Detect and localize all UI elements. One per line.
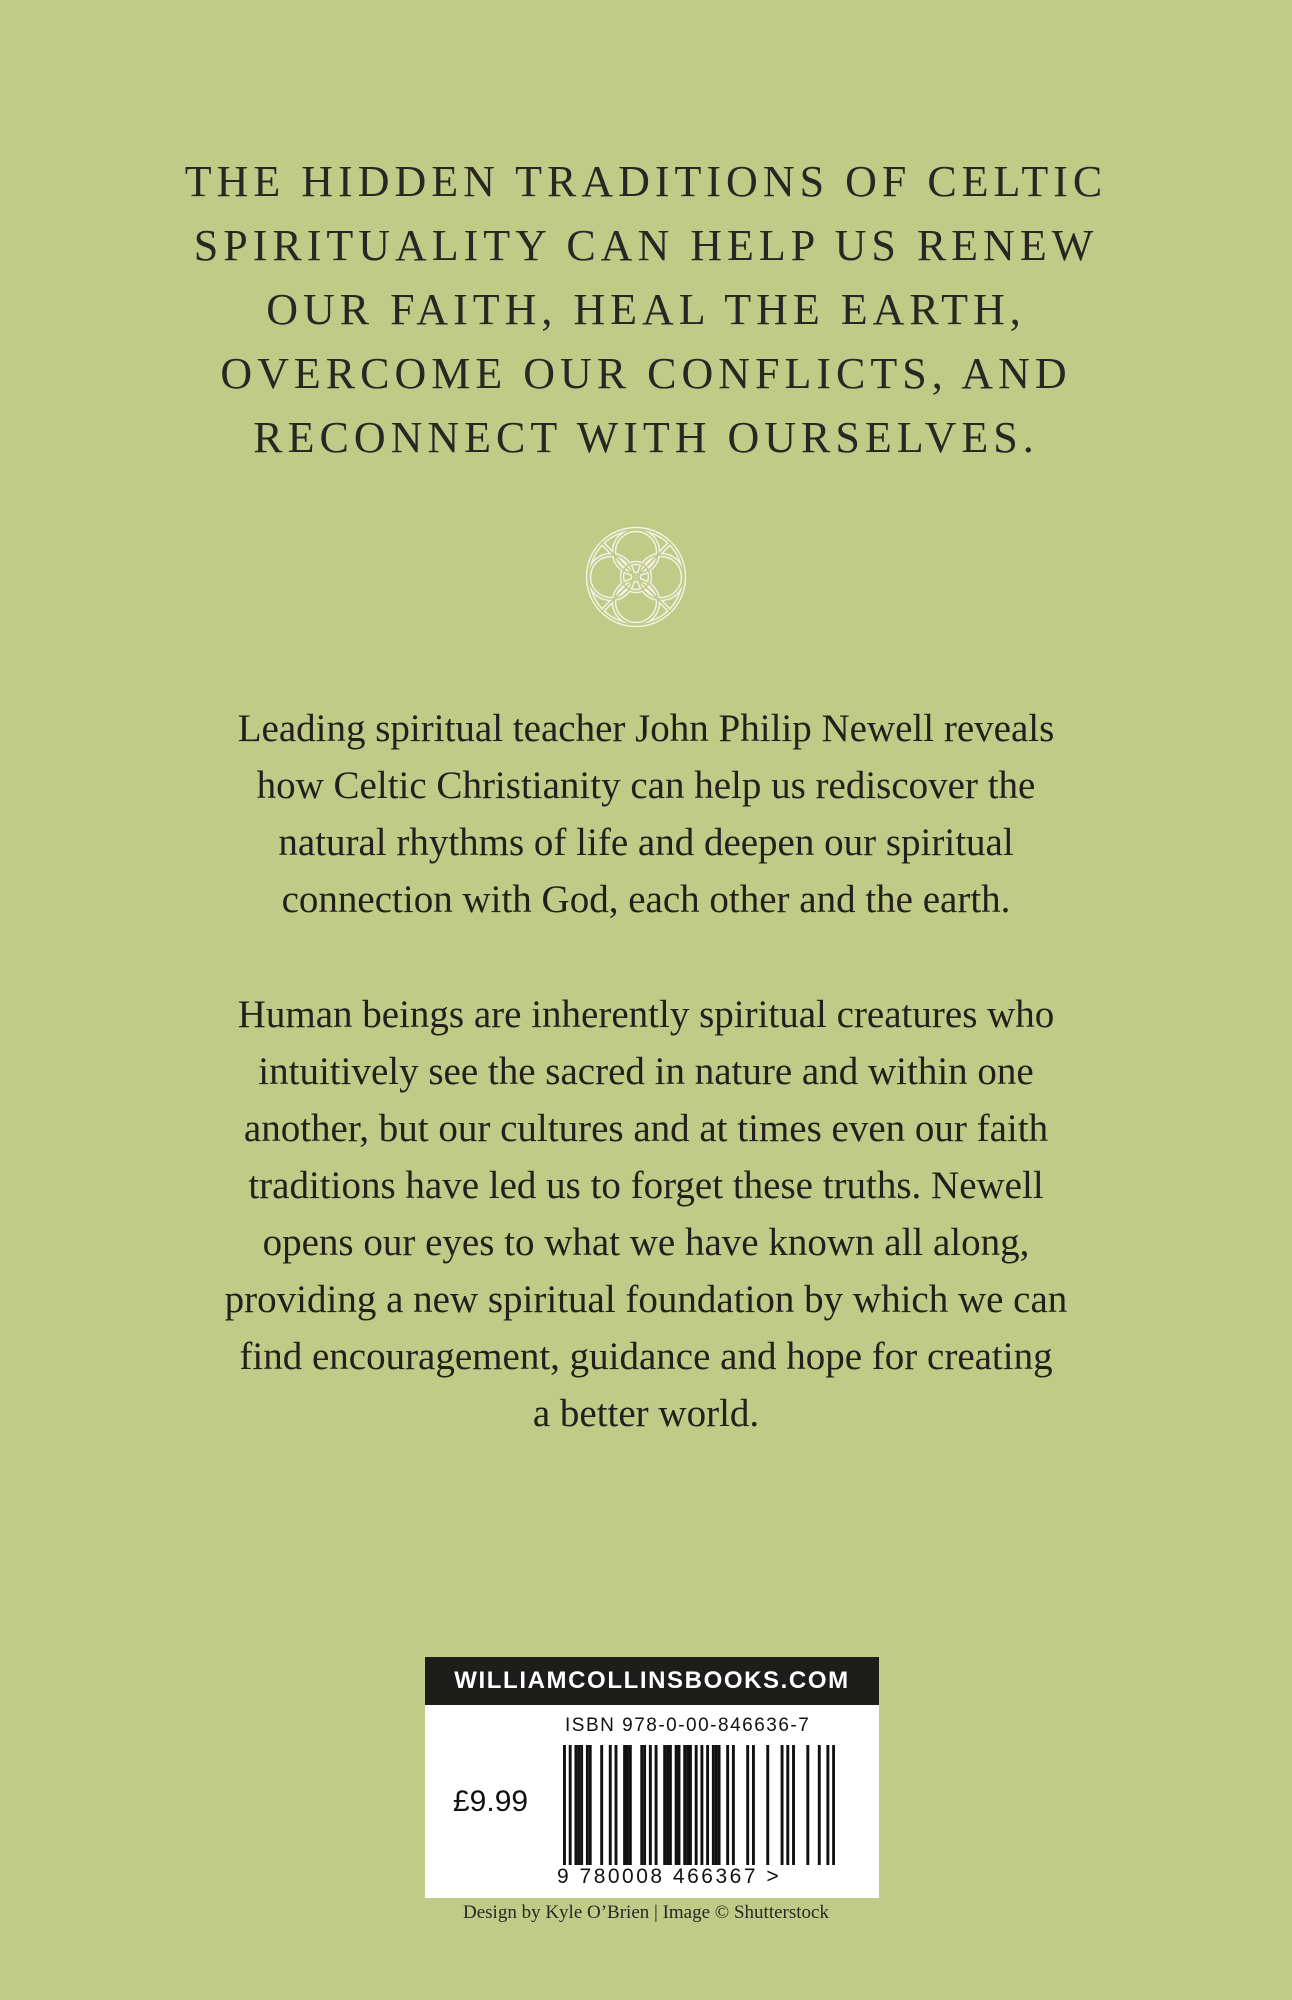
price-text: £9.99 (453, 1785, 529, 1818)
blurb-line: providing a new spiritual foundation by which we can (224, 1278, 1068, 1321)
barcode-bar (695, 1745, 698, 1877)
barcode-bar (786, 1745, 789, 1867)
barcode-bar (569, 1745, 572, 1877)
barcode-digits: 9 780008 466367 > (557, 1865, 867, 1893)
celtic-knot-icon (581, 522, 691, 632)
barcode-bar (580, 1745, 583, 1867)
barcode-bar (715, 1745, 718, 1867)
barcode-bar (615, 1745, 618, 1867)
barcode-bar (586, 1745, 589, 1867)
publisher-website: WILLIAMCOLLINSBOOKS.COM (425, 1657, 879, 1705)
barcode-bar (826, 1745, 829, 1877)
barcode-bar (626, 1745, 629, 1867)
blurb-line: intuitively see the sacred in nature and within one (258, 1050, 1034, 1093)
barcode-bar (712, 1745, 715, 1867)
barcode-bar (706, 1745, 709, 1867)
barcode-bar (700, 1745, 703, 1877)
headline (100, 150, 1192, 470)
barcode-bar (600, 1745, 603, 1867)
barcode-bar (746, 1745, 749, 1867)
barcode-bar (655, 1745, 658, 1867)
barcode-bar (726, 1745, 729, 1867)
barcode-bar (663, 1745, 666, 1867)
headline-line: SPIRITUALITY CAN HELP US RENEW (193, 221, 1099, 270)
blurb-line: natural rhythms of life and deepen our spiritual (278, 821, 1014, 864)
barcode-bar (689, 1745, 692, 1867)
barcode-bar (806, 1745, 809, 1867)
barcode-bar (577, 1745, 580, 1867)
barcode-bar (678, 1745, 681, 1867)
barcode-bar (686, 1745, 689, 1867)
blurb-line: traditions have led us to forget these truths. Newell (248, 1164, 1044, 1207)
blurb-line: Human beings are inherently spiritual creatures who (237, 993, 1055, 1036)
barcode-bar (669, 1745, 672, 1867)
barcode-bar (792, 1745, 795, 1867)
barcode-bar (643, 1745, 646, 1867)
barcode-bar (818, 1745, 821, 1867)
design-credit: Design by Kyle O’Brien | Image © Shutterstock (463, 1902, 829, 1923)
barcode-block (425, 1657, 879, 1898)
blurb-line: another, but our cultures and at times even our faith (243, 1107, 1049, 1150)
headline-line: RECONNECT WITH OURSELVES. (253, 413, 1039, 462)
blurb-paragraph-2 (120, 986, 1172, 1442)
barcode-bar (766, 1745, 769, 1867)
barcode-bar (675, 1745, 678, 1867)
barcode-bar (640, 1745, 643, 1867)
barcode-bar (563, 1745, 566, 1877)
barcode-bar (629, 1745, 632, 1867)
blurb-line: a better world. (532, 1392, 760, 1435)
barcode-bar (666, 1745, 669, 1867)
blurb-paragraph-1 (120, 700, 1172, 928)
barcode-bar (609, 1745, 612, 1867)
blurb-line: Leading spiritual teacher John Philip Newell reveals (237, 707, 1055, 750)
headline-line: THE HIDDEN TRADITIONS OF CELTIC (184, 157, 1108, 206)
barcode (563, 1745, 835, 1877)
barcode-bar (623, 1745, 626, 1867)
barcode-bar (649, 1745, 652, 1867)
barcode-bar (781, 1745, 784, 1867)
barcode-bar (589, 1745, 592, 1867)
barcode-bar (683, 1745, 686, 1867)
barcode-bar (832, 1745, 835, 1877)
barcode-bar (718, 1745, 721, 1867)
barcode-bar (752, 1745, 755, 1867)
blurb-line: opens our eyes to what we have known all along, (262, 1221, 1030, 1264)
blurb-line: connection with God, each other and the earth. (281, 878, 1011, 921)
headline-line: OUR FAITH, HEAL THE EARTH, (266, 285, 1026, 334)
isbn-text: ISBN 978-0-00-846636-7 (565, 1715, 811, 1736)
price-label (425, 1705, 879, 1898)
headline-line: OVERCOME OUR CONFLICTS, AND (220, 349, 1072, 398)
barcode-bar (574, 1745, 577, 1867)
barcode-bar (732, 1745, 735, 1867)
blurb-line: how Celtic Christianity can help us rediscover the (256, 764, 1036, 807)
blurb-line: find encouragement, guidance and hope for creating (239, 1335, 1053, 1378)
